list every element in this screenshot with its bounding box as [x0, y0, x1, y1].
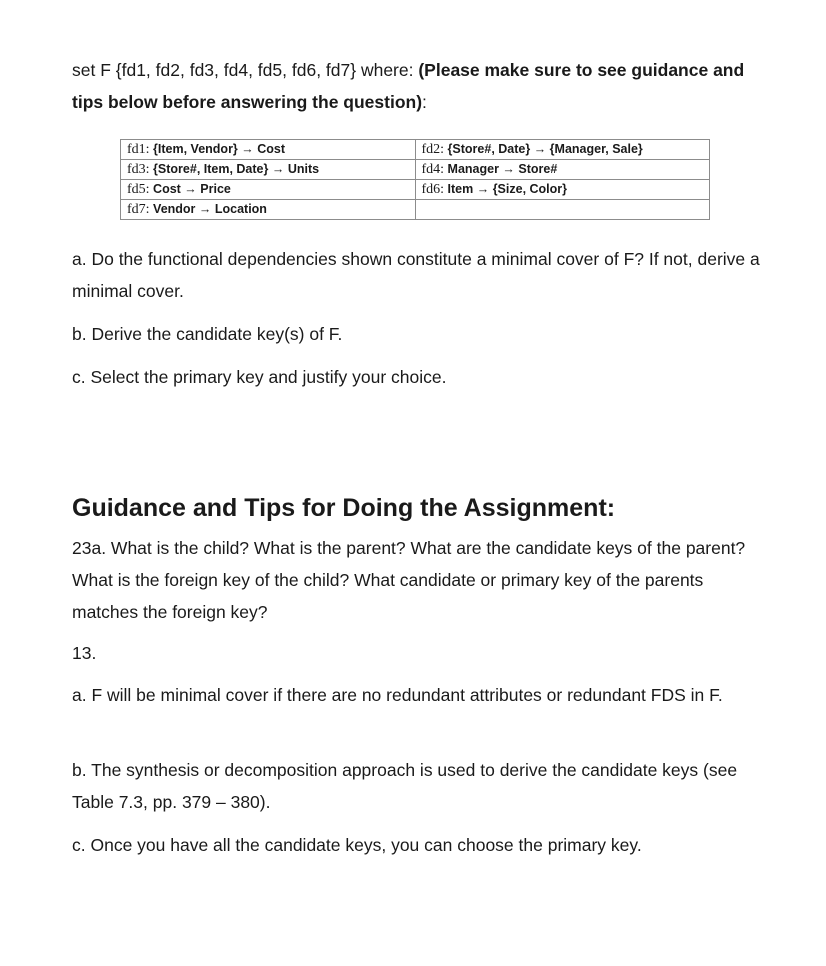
- fd-label: fd7:: [127, 201, 150, 217]
- fd-cell: [415, 180, 710, 200]
- fd-table-row: [121, 140, 710, 160]
- fd-label: fd1:: [127, 141, 150, 157]
- intro-tail: :: [422, 92, 427, 112]
- guidance-tip-c: c. Once you have all the candidate keys, you can choose the primary key.: [72, 835, 642, 855]
- fd-table-row: [121, 160, 710, 180]
- fd-expr: {Store#, Date} → {Manager, Sale}: [447, 141, 643, 156]
- fd-expr: Manager → Store#: [447, 161, 558, 176]
- guidance-heading: Guidance and Tips for Doing the Assignment:: [72, 494, 616, 522]
- fd-table-row: [121, 180, 710, 200]
- fd-cell-empty: [415, 200, 710, 220]
- fd-table-row: [121, 200, 710, 220]
- fd-cell: [121, 200, 416, 220]
- fd-label: fd3:: [127, 161, 150, 177]
- fd-cell: [121, 180, 416, 200]
- fd-label: fd2:: [421, 141, 445, 157]
- intro-text: [72, 54, 772, 118]
- fd-cell: [415, 160, 710, 180]
- intro-bold-note: (Please make sure to see guidance and tips below before answering the question): [72, 60, 745, 112]
- question-c: c. Select the primary key and justify your choice.: [72, 367, 447, 387]
- fd-label: fd4:: [421, 161, 445, 177]
- guidance-item-23a: 23a. What is the child? What is the parent? What are the candidate keys of the parent? What is the foreign key of the child? What candidate or primary key of the parents matches the foreign key?: [72, 538, 746, 622]
- fd-expr: Item → {Size, Color}: [447, 181, 568, 196]
- fd-table: [120, 139, 710, 220]
- guidance-item-13: 13.: [72, 643, 97, 663]
- fd-label: fd6:: [421, 181, 445, 197]
- fd-cell: [415, 140, 710, 160]
- fd-expr: Cost → Price: [153, 181, 231, 196]
- fd-label: fd5:: [127, 181, 150, 197]
- fd-expr: {Item, Vendor} → Cost: [153, 141, 286, 156]
- question-b: b. Derive the candidate key(s) of F.: [72, 324, 343, 344]
- fd-cell: [121, 140, 416, 160]
- question-a: a. Do the functional dependencies shown constitute a minimal cover of F? If not, derive a minimal cover.: [72, 249, 760, 301]
- fd-expr: {Store#, Item, Date} → Units: [153, 161, 320, 176]
- intro-plain: set F {fd1, fd2, fd3, fd4, fd5, fd6, fd7} where:: [72, 60, 419, 80]
- guidance-tip-b: b. The synthesis or decomposition approach is used to derive the candidate keys (see Table 7.3, pp. 379 – 380).: [72, 760, 738, 812]
- guidance-tip-a: a. F will be minimal cover if there are no redundant attributes or redundant FDS in F.: [72, 685, 723, 705]
- fd-cell: [121, 160, 416, 180]
- fd-expr: Vendor → Location: [153, 201, 267, 216]
